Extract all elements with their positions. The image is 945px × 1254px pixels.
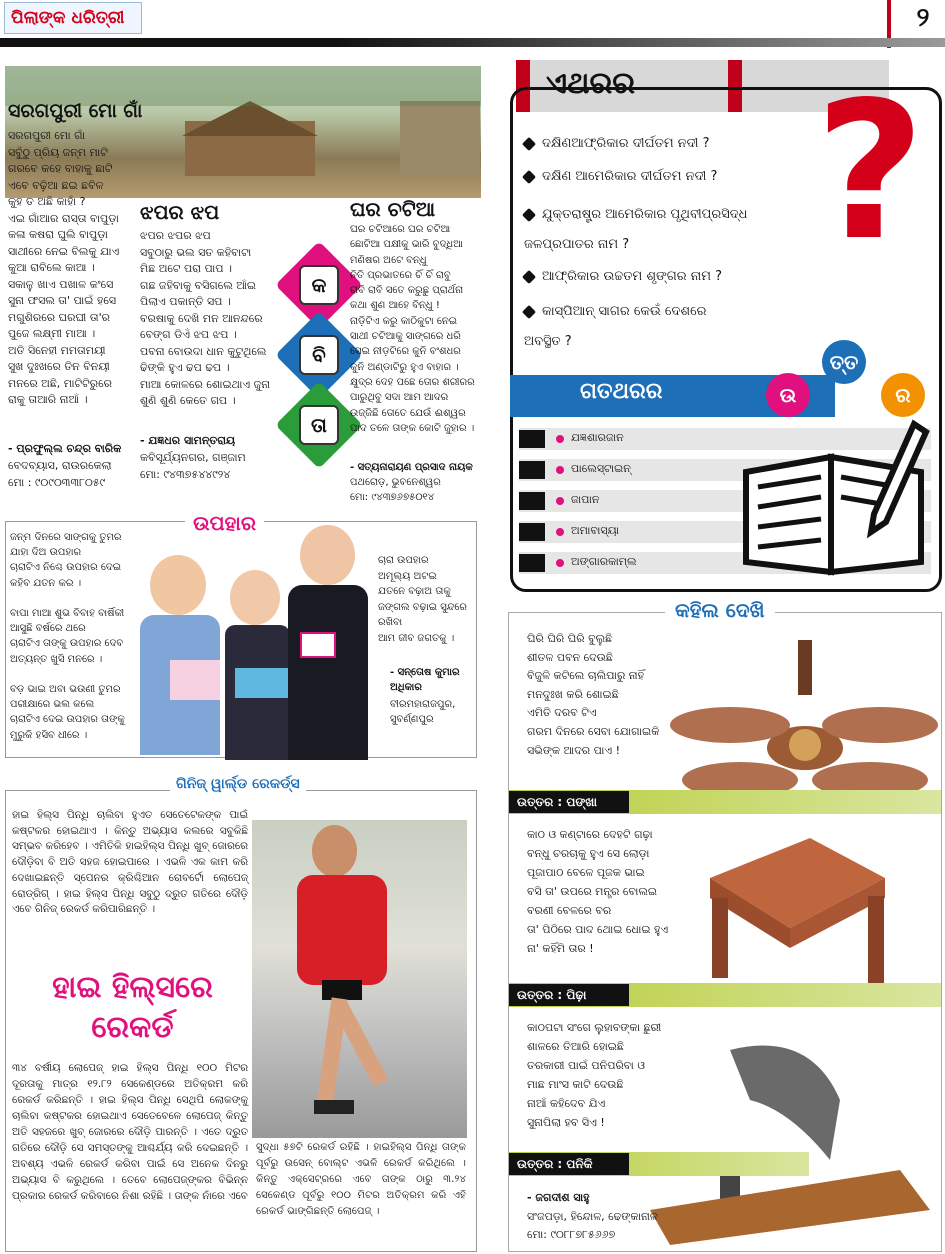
kahila-dekhi-author: - ଜଗଦୀଶ ସାହୁ: [527, 1191, 590, 1204]
uttar-circle-3: ର: [881, 373, 925, 417]
guinness-headline: ହାଇ ହିଲ୍ସରେ ରେକର୍ଡ: [52, 970, 213, 1045]
poem2-title: ଝପର ଝପ: [140, 200, 220, 224]
guinness-body-1-text: ୩୪ ବର୍ଷୀୟ ଲୋପେଜ୍ ହାଇ ହିଲ୍ସ ପିନ୍ଧି ୧୦୦ ମିଟର ଦୂରତାକୁ ମାତ୍ର ୧୨.୮୨ ସେକେଣ୍ଡରେ ଅତିକ୍ରମ କରି ରେକର୍ଡ କରିଛନ୍ତି । ହାଇ ହିଲ୍ସ ପିନ୍ଧି ସେଥିପି ଲୋକଙ୍କୁ ଚାଲିବା କଷ୍ଟକର ହୋଇଥାଏ ସେତେବେଳେ ଲୋପେଜ୍ କିନ୍ତୁ ଅତି ସହଜରେ ଖୁବ୍ ଜୋରରେ ଦୌଡ଼ି ପାରନ୍ତି । ଏତେ ଦ୍ରୁତ ଗତିରେ ଦୌଡ଼ି ସେ ସମସ୍ତଙ୍କୁ ଆଶ୍ଚର୍ଯ୍ୟ କରି ଦେଇଛନ୍ତି । ଅବଶ୍ୟ ଏଭଳି ରେକର୍ଡ କରିବା ପାଇଁ ସେ ଅନେକ ଦିନରୁ ଅଭ୍ୟାସ ବି କରୁଥିଲେ । ତେବେ ଲୋପେଜ୍‌ଙ୍କର ବିଭିନ୍ନ ପ୍ରକାର ରେକର୍ଡ କରିବାରେ ନିଶା ରହିଛି । ତାଙ୍କ ନାଁରେ ଏବେ: [12, 1062, 248, 1202]
guinness-body-2: ସୁଦ୍ଧା ୫୭ଟି ରେକର୍ଡ ରହିଛି । ହାଇହିଲ୍ସ ପିନ୍ଧି ତାଙ୍କ ପୂର୍ବରୁ ଉସେନ୍ ବୋଲ୍ଟ ଏଭଳି ରେକର୍ଡ କରିଥିଲେ । କିନ୍ତୁ ଏକ୍ସେଟ୍ରରେ ଏବେ ତାଙ୍କ ଠାରୁ ୩.୨୪ ସେକେଣ୍ଡ ପୂର୍ବରୁ ୧୦୦ ମିଟର ଅତିକ୍ରମ କରି ଏହି ରେକର୍ଡ ଭାଙ୍ଗିଛନ୍ତି ଲୋପେଜ୍ ।: [256, 1142, 466, 1217]
riddle-1-text: ଘିରି ଘିରି ଘିରି ବୁଲୁଛି ଶୀତଳ ପବନ ଦେଉଛି ବିଜୁଳି କଟିଲେ ଚାଲିପାରୁ ନାହିଁ ମନଦୁଃଖ କରି ଶୋଇଛି ଏମିତି ଦରବ ଟିଏ ଗରମ ଦିନରେ ସେବା ଯୋଗାଇକି ସଭିଙ୍କ ଆଦର ପାଏ !: [527, 632, 660, 757]
quiz-question-3: [524, 200, 814, 260]
answer-label: ଉତ୍ତର :: [517, 795, 563, 809]
poem1-body: ସରଗପୁରୀ ମୋ ଗାଁ ସବୁଁଠୁ ପ୍ରିୟ ଜନ୍ମ ମାଟି ଗରବେ କହେ ବାହାକୁ ଛାଟି ଏବେ ବଢ଼ିଆ ଛଇ ଛବିଳ କୁହ ତ ଅଛି କାହାଁ ? ଏଇ ଗାଁଆର ରାସ୍ତା ବାପୁଡ଼ା କଳା କଷରା ଘୁଲି ବାପୁଡ଼ା ସାଥୀରେ ନେଇ ବିଲକୁ ଯାଏ କୁଆ ରାବିଲେ କାଆ । ସକାଳୁ ଖାଏ ପଖାଳ କଂସେ ସୁନା ଫସଲ ତା' ପାଇଁ ହସେ ମଗୁଶିରରେ ଘରଘୀ ତା'ର ପୁଜେ ଲକ୍ଷ୍ମୀ ମାଆ । ଅତି ସିନେହୀ ମମତାମୟୀ ସୁଖ ଦୁଃଖରେ ତିନ ବିନୟୀ ମନରେ ଅଛି, ମାଟିଟିରୁରେ ରାକୁ ତାଆରି ନାଆଁ ।: [8, 129, 120, 406]
poem3-address: ପଥରୋଡ଼, ଭୁବନେଶ୍ୱର ମୋ: ୯୪୩୭୬୭୫୦୧୪: [350, 477, 441, 503]
upahar-right-text: ଚାରା ଉପହାର ଅମୂଲ୍ୟ ଅଟଇ ଯତନେ ବଢ଼ାଅ ତାକୁ ଜଙ୍ଗଲ ବଢ଼ାଇ ସୁନ୍ଦରେ ରଖିବା ଆମ ଜୀବ ଜଗତକୁ ।: [378, 555, 467, 644]
kabita-letter-1: କ: [299, 265, 339, 305]
quiz-question-5: [524, 297, 814, 357]
riddle-3-answer-text: ପନିକି: [566, 1157, 593, 1171]
guinness-intro: ହାଇ ହିଲ୍ସ ପିନ୍ଧି ଚାଲିବା ହୁଏତ ସେତେଟେକଙ୍କ ପାଇଁ କଷ୍ଟକର ହୋଇଥାଏ । କିନ୍ତୁ ଅଭ୍ୟାସ କଲରେ ସବୁକିଛି ସମ୍ଭବ କରିହେବ । ଏମିତିକି ହାଇହିଲ୍ସ ପିନ୍ଧି ଖୁବ୍ ଜୋରରେ ଦୌଡ଼ିବା ବି ଅତି ସହଜ ହୋଇପାରେ । ଏଭଳି ଏକ କାମ କରି ଦେଖାଇଛନ୍ତି ସ୍ପେନର କ୍ରିଶ୍ଚିଆନ ରୋବର୍ଟୋ ଲୋପେଜ୍ ରୋଡ୍ରିଗ୍ । ହାଇ ହିଲ୍ସ ପିନ୍ଧି ସବୁଠୁ ଦ୍ରୁତ ଗତିରେ ଦୌଡ଼ି ଏବେ ଗିନିଜ୍ ରେକର୍ଡ କରିପାରିଛନ୍ତି ।: [12, 809, 248, 916]
poem3-body: ଘର ଚଟିଆରେ ଘର ଚଟିଆ ଛୋଟିଆ ପକ୍ଷୀକୁ ଭାରି ବୁଦ୍ଧିଆ ମଣିଷର ଅଟେ ବନ୍ଧୁ ନିତି ପ୍ରଭାତରେ ଚିଁ ଚିଁ ରାବୁ ରାବି ରାବି ସତେ କରୁଛୁ ପ୍ରାର୍ଥନା କଥା ଶୁଣ ଆହେ ବିନ୍ଧୁ ! ନାଡ଼ିଟିଏ କରୁ କାଠିକୁଟା ନେଇ ସାଥୀ ଚଟିଆକୁ ସାଙ୍ଗରେ ଧରି ସେଇ ନୀଡ଼ଟିରେ କୁନି ବଂଶଧର କୁନି ଅଣ୍ଡାଟିରୁ ହୁଏ ବାହାର । କ୍ଷୁଦ୍ର ଦେହ ପଛେ ତୋର ଶରୀରର ପାରୁଥିବୁ ସଦା ଆମ ଆଦର ଉଜ୍ଜିଛି ତୋତେ ଯେଉଁ ଈଶ୍ୱର ପାଦ ତଳେ ତାଙ୍କ କୋଟି ଜୁହାର ।: [350, 224, 475, 434]
answer-1: ଯଜ୍ଞଶାରଜାନ: [571, 431, 624, 444]
gift-box-blue: [235, 668, 293, 698]
riddle-1-answer-text: ପଙ୍ଖା: [566, 795, 597, 809]
poem3-author: - ସତ୍ୟନାରାୟଣ ପ୍ରସାଦ ନାୟକ: [350, 462, 473, 473]
question-mark-icon: ?: [814, 61, 926, 282]
poem2-body: ଝପର ଝପର ଝପ ସବୁଠାରୁ ଭଲ ସତ କହିବାଟା ମିଛ ଅଟେ ପରା ପାପ । ଗଛ ଜହିବାକୁ ବସିଗଲେ ଆଁଇ ପିଲାଏ ପକାନ୍ତି ସପ । ବରଷାକୁ ଦେଖି ମନ ଆନନ୍ଦରେ ବେଙ୍ଗ ଡିଏଁ ଝପ ଝପ । ପବନା ବୋଉଦା ଧାନ କୁଟୁଥିଲେ ଢିଙ୍କି ହୁଏ ଢପ ଢପ । ମାଆ କୋଳରେ ଶୋଇଥାଏ ଜୁନା ଶୁଣି ଶୁଣି କେତେ ଗପ ।: [140, 229, 271, 407]
answers-title: ଗତଥରର: [580, 379, 663, 404]
quiz-question-1: [524, 134, 814, 154]
riddle-1-answer: [509, 791, 629, 813]
answer-3: ଜାପାନ: [571, 493, 600, 506]
upahar-address: ବୀରମହାରାଜପୁର, ସୁବର୍ଣ୍ଣପୁର: [390, 699, 456, 725]
kabita-letter-2: ବି: [299, 335, 339, 375]
page-number: ୨: [916, 3, 930, 33]
girl2-face: [300, 525, 355, 585]
quiz-question-3-text: ଯୁକ୍ତରାଷ୍ଟ୍ର ଆମେରିକାର ପୃଥିବୀପ୍ରସିଦ୍ଧ ଜଳପ୍ରପାତର ନାମ ?: [524, 207, 748, 252]
upahar-author: - ସନ୍ତୋଷ କୁମାର ଅଧିକାର: [390, 667, 460, 693]
uttar-circle-1: ଉ: [766, 373, 810, 417]
upahar-left-text: ଜନ୍ମ ଦିନରେ ସାଙ୍ଗକୁ ତୁମର ଯାହା ଦିଅ ଉପହାର ଚାରାଟିଏ ନିଶ୍ଚେ ଉପହାର ଦେଇ କହିବ ଯତନ କର । ବାପା ମାଆ ଶୁଭ ବିବାହ ବାର୍ଷିକୀ ଆସୁଛି ବର୍ଷରେ ଥରେ ଚାରାଟିଏ ତାଙ୍କୁ ଉପହାର ଦେବ ଅତ୍ୟନ୍ତ ଖୁସି ମନରେ । ବଡ଼ ଭାଇ ଅବା ଭଉଣୀ ତୁମର ପରୀକ୍ଷାରେ ଭଲ କଲେ ଚାରାଟିଏ ଦେଇ ଉପହାର ତାଙ୍କୁ ମୁରୁକି ହସିବ ଧୀରେ ।: [10, 532, 125, 741]
poem2-author: - ଯଜ୍ଞଧର ସାମନ୍ତରାୟ: [140, 434, 236, 447]
children-gift-photo: [140, 520, 370, 760]
quiz-title: ଏଥରର: [546, 66, 636, 101]
poem1-title: ସରଗପୁରୀ ମୋ ଗାଁ: [8, 100, 143, 122]
girl-face: [230, 570, 280, 625]
answer-label: ଉତ୍ତର :: [517, 1157, 563, 1171]
answer-2: ପାଲେସ୍ଟାଇନ୍: [571, 462, 631, 475]
book-pencil-icon: [736, 412, 936, 584]
uttar-circle-2: ତ୍ତ: [822, 340, 866, 384]
upahar-title: ଉପହାର: [185, 511, 264, 535]
gift-box-pink: [170, 660, 220, 700]
guinness-section-title: ଗିନିଜ୍ ୱାର୍ଲ୍ଡ ରେକର୍ଡ୍ସ: [170, 776, 306, 792]
answer-5: ଅଙ୍ଗାରକାମ୍ଲ: [571, 555, 637, 568]
quiz-question-4: [524, 267, 814, 287]
building: [400, 101, 480, 176]
answer-label: ଉତ୍ତର :: [517, 988, 563, 1002]
poem3-title: ଘର ଚଟିଆ: [350, 197, 436, 221]
runner-head: [312, 825, 357, 877]
header-rule: [0, 38, 945, 47]
bullet-icon: [522, 304, 536, 318]
riddle-3-text: କାଠପଟା ସଂଗେ ଲୁହାବଙ୍କା ଛୁରୀ ଶାଳରେ ତିଆରି ହୋଇଛି ତରକାରୀ ପାଇଁ ପନିପରିବା ଓ ମାଛ ମାଂସ କାଟି ଦେଉଛି ନାଆଁ କହିଦେବ ଯିଏ ସୁନାପିଲା ହବ ସିଏ !: [527, 1021, 662, 1129]
poem1-author: - ପ୍ରଫୁଲ୍ଲ ଚନ୍ଦ୍ର ବାରିକ: [8, 442, 122, 455]
quiz-question-2: [524, 167, 814, 187]
gift-box-white: [300, 632, 336, 658]
riddle-2-answer-text: ପିଢ଼ା: [566, 988, 587, 1002]
riddle-2-answer: [509, 984, 629, 1006]
brand-name: ପିଲାଙ୍କ ଧରିତ୍ରୀ: [11, 8, 125, 28]
bullet-icon: [522, 207, 536, 221]
riddle-3-answer: [509, 1153, 629, 1175]
boy-face: [150, 555, 206, 615]
ceiling-fan-image: [670, 640, 940, 805]
bullet-icon: [522, 169, 536, 183]
answer-4: ଅମାବାସ୍ୟା: [571, 524, 620, 537]
bullet-icon: [522, 269, 536, 283]
poem1-address: ବେଦବ୍ୟାସ, ରାଉରକେଲା ମୋ : ୯୦୯୦୩୩୮୦୫୯: [8, 459, 112, 489]
quiz-question-5-text: କାସ୍ପିଆନ୍ ସାଗର କେଉଁ ଦେଶରେ ଅବସ୍ଥିତ ?: [524, 304, 707, 349]
brand-logo: [4, 2, 142, 34]
riddle-2-text: କାଠ ଓ କଣ୍ଟାରେ ଦେହଟି ଗଢ଼ା ବନ୍ଧୁ ଚରଚାକୁ ହୁଏ ସେ ଲୋଡ଼ା ପୂଜାପାଠ ବେଳେ ପୂଜକ ଭାଇ ବସି ତା' ଉପରେ ମନ୍ତ୍ର ବୋଲଇ ବରଣୀ ବେଳରେ ବର ତା' ପିଠିରେ ପାଦ ଥୋଇ ଧୋଇ ହୁଏ ନା' କହିଁମି ତାର !: [527, 828, 669, 955]
quiz-question-1-text: ଦକ୍ଷିଣଆଫ୍ରିକାର ଦୀର୍ଘତମ ନଦୀ ?: [542, 136, 710, 151]
poem2-address: କବିସୂର୍ଯ୍ୟନଗର, ଗଞ୍ଜାମ ମୋ: ୯୪୩୭୫୪୪୯୨୪: [140, 451, 246, 481]
runner-shorts: [322, 980, 362, 1000]
bonti-cutter-image: [640, 1040, 940, 1250]
girl2-body: [288, 585, 368, 760]
kahila-dekhi-title: କହିଲ ଦେଖି: [665, 598, 775, 622]
runner-jacket: [297, 875, 387, 985]
kahila-dekhi-address: ସଂଜପଡ଼ା, ହିନ୍ଦୋଳ, ଢେଙ୍କାନାଳ ମୋ: ୯୦୮୮୭୮୫୬୬୭: [527, 1210, 658, 1241]
kabita-letter-3: ତା: [299, 405, 339, 445]
quiz-question-4-text: ଆଫ୍ରିକାର ଉଚ୍ଚତମ ଶୃଙ୍ଗର ନାମ ?: [542, 269, 722, 284]
bullet-icon: [522, 136, 536, 150]
quiz-question-2-text: ଦକ୍ଷିଣ ଆମେରିକାର ଦୀର୍ଘତମ ନଦୀ ?: [542, 169, 718, 184]
